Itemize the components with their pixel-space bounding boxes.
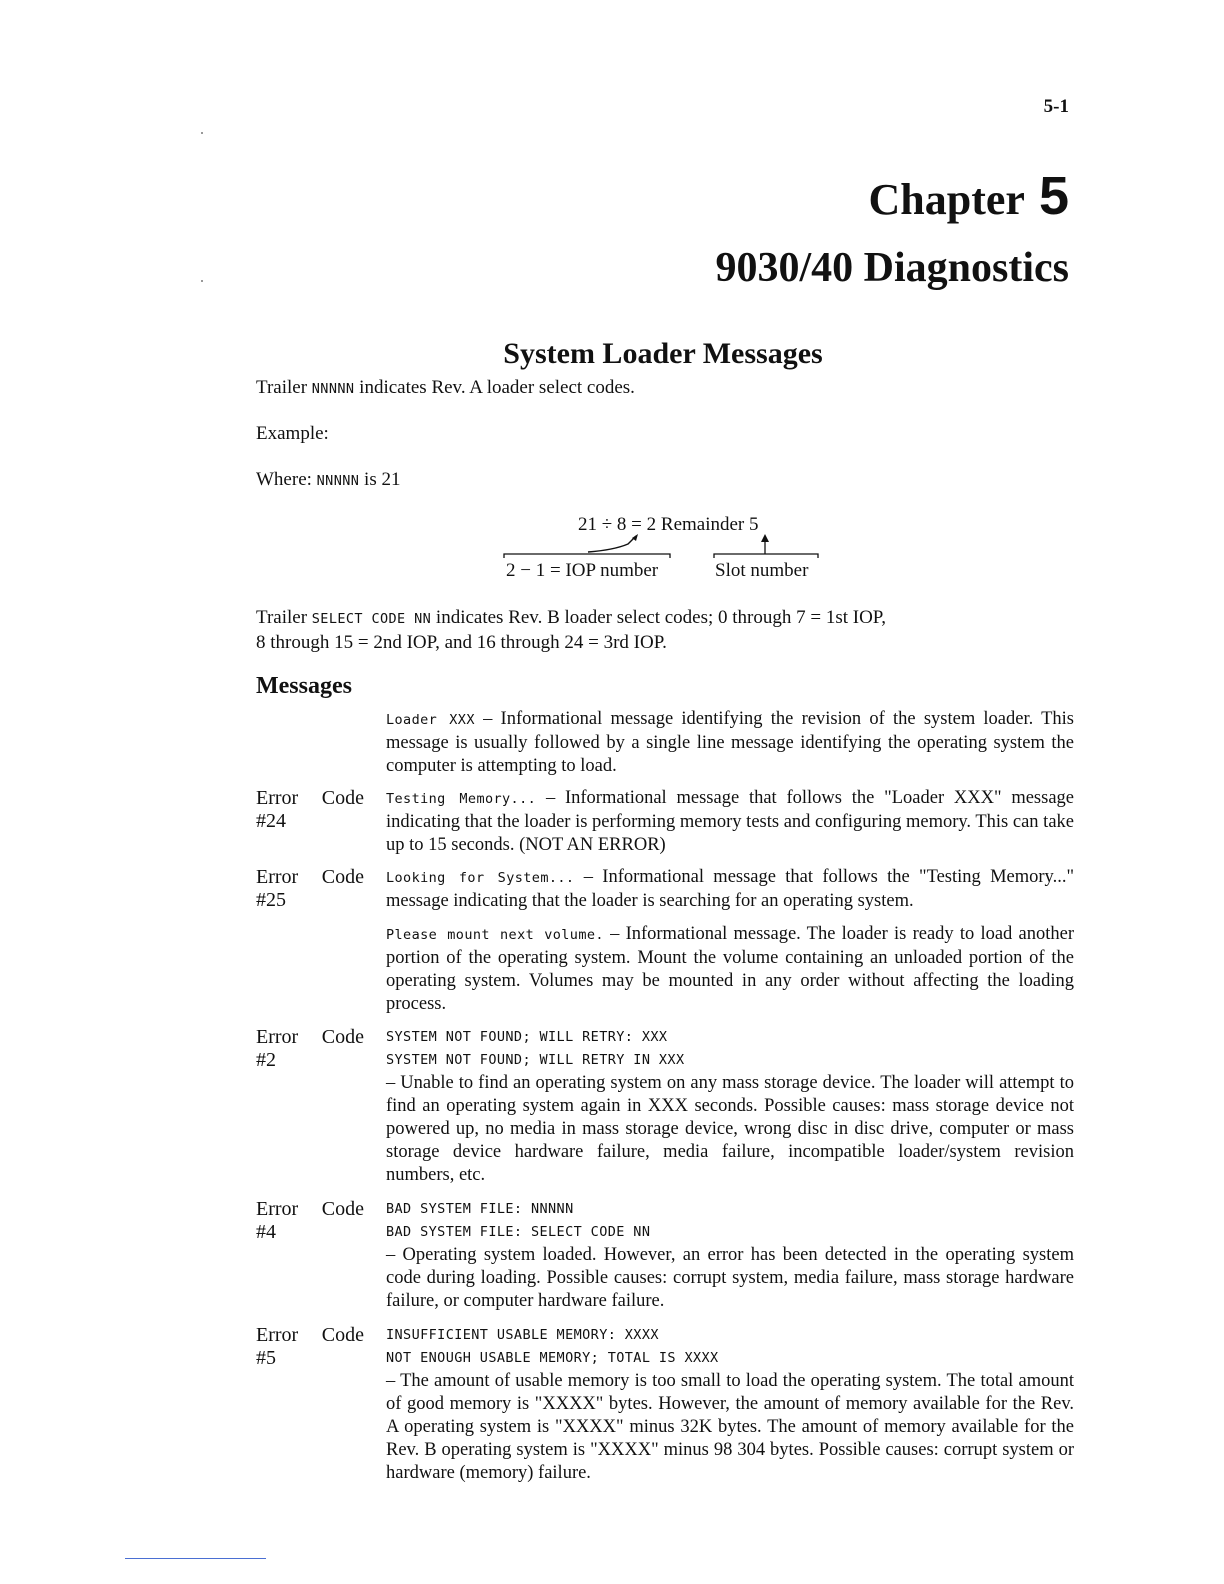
message-text: – The amount of usable memory is too small to load the operating system. The total amount of good memory is "XXXX" bytes. However, the amount of memory available for the Rev. A operating system is "XXXX" minus 32K bytes. The amount of memory available for the Rev. B operating system is "XXXX" minus 98 304 bytes. Possible causes: corrupt system or hardware (memory) failure. (386, 1371, 1074, 1483)
message-code: Testing Memory... (386, 791, 537, 807)
message-text: – Unable to find an operating system on any mass storage device. The loader will attempt to find an operating system again in XXX seconds. Possible causes: mass storage device not powered up, no media in mass storage device, wrong disc in disc drive, computer or mass storage device hardware failure, media failure, incompatible loader/system revision numbers, etc. (386, 1073, 1074, 1185)
message-text: – Informational message identifying the revision of the system loader. This message is usually followed by a single line message identifying the operating system the computer is attempting to load. (386, 709, 1075, 776)
slot-bracket (714, 554, 818, 558)
message-text: – Operating system loaded. However, an error has been detected in the operating system code during loading. Possible causes: corrupt system, media failure, mass storage hardware failure, or computer hardware failure. (386, 1245, 1074, 1311)
message-code: Please mount next volume. (386, 927, 604, 943)
where-line: Where: NNNNN is 21 (256, 469, 401, 490)
footer-rule (125, 1558, 266, 1559)
message-text: – Informational message. The loader is ready to load another portion of the operating system. Mount the volume containing an unloaded portion of the operating system. Volumes may be mounted in any order without affecting the loading process. (386, 924, 1074, 1014)
page-number: 5-1 (1043, 96, 1069, 117)
section-title: System Loader Messages (503, 337, 823, 370)
message-entry (386, 787, 1074, 857)
messages-heading: Messages (256, 673, 352, 699)
message-entry (386, 1026, 1074, 1187)
message-code: Looking for System... (386, 870, 575, 886)
margin-mark (201, 280, 203, 282)
slot-label: Slot number (715, 560, 809, 581)
message-code: BAD SYSTEM FILE: NNNNN (386, 1201, 574, 1217)
example-label: Example: (256, 423, 329, 444)
where-code: NNNNN (316, 473, 360, 489)
margin-mark (201, 132, 203, 134)
equation-text: 21 ÷ 8 = 2 Remainder 5 (578, 514, 759, 535)
message-entry (386, 1198, 1074, 1313)
slot-arrow-head (761, 534, 769, 542)
error-code-label: Error Code #24 (256, 787, 364, 832)
chapter-number: 5 (1038, 166, 1069, 226)
error-code-label: Error Code #5 (256, 1324, 364, 1369)
message-code: BAD SYSTEM FILE: SELECT CODE NN (386, 1224, 651, 1240)
trailer-code: NNNNN (311, 381, 355, 397)
message-entry (386, 1324, 1074, 1485)
message-code: SYSTEM NOT FOUND; WILL RETRY IN XXX (386, 1052, 685, 1068)
error-code-label: Error Code #2 (256, 1026, 364, 1071)
rev-b-paragraph: Trailer SELECT CODE NN indicates Rev. B loader select codes; 0 through 7 = 1st IOP, 8 through 15 = 2nd IOP, and 16 through 24 = 3rd IOP. (256, 607, 887, 653)
message-code: INSUFFICIENT USABLE MEMORY: XXXX (386, 1327, 659, 1343)
message-text: – Informational message that follows the "Loader XXX" message indicating that the loader is performing memory tests and configuring memory. This can take up to 15 seconds. (NOT AN ERROR) (386, 788, 1074, 855)
message-text: – Informational message that follows the "Testing Memory..." message indicating that the loader is searching for an operating system. (386, 867, 1075, 911)
error-code-label: Error Code #4 (256, 1198, 364, 1243)
chapter-title: 9030/40 Diagnostics (715, 245, 1069, 291)
message-entry (386, 866, 1074, 913)
iop-bracket (504, 554, 670, 558)
message-entry (386, 708, 1074, 778)
division-diagram (496, 508, 836, 588)
intro-paragraph: Trailer NNNNN indicates Rev. A loader select codes. (256, 377, 635, 398)
rev-b-code: SELECT CODE NN (311, 611, 432, 627)
arrow-to-quotient (588, 536, 636, 552)
message-code: SYSTEM NOT FOUND; WILL RETRY: XXX (386, 1029, 668, 1045)
message-entry (386, 923, 1074, 1016)
message-code: NOT ENOUGH USABLE MEMORY; TOTAL IS XXXX (386, 1350, 719, 1366)
message-code: Loader XXX (386, 712, 475, 728)
iop-label: 2 − 1 = IOP number (506, 560, 659, 581)
chapter-heading (869, 166, 1069, 230)
error-code-label: Error Code #25 (256, 866, 364, 911)
chapter-word: Chapter (868, 175, 1025, 224)
